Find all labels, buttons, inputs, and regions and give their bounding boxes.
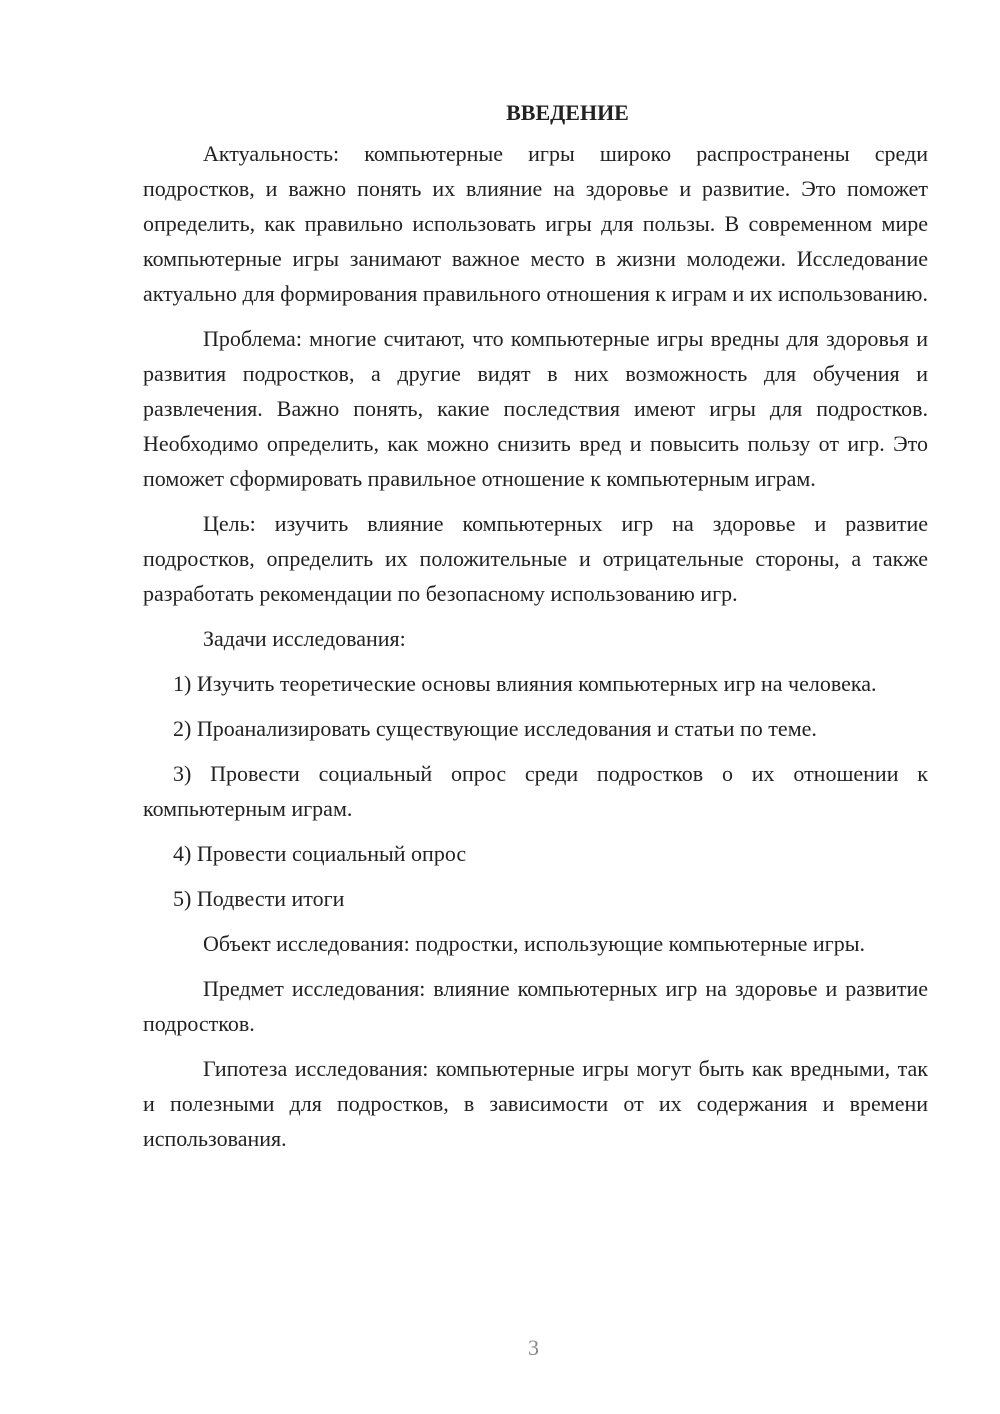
page-title: ВВЕДЕНИЕ — [506, 100, 629, 125]
paragraph: Цель: изучить влияние компьютерных игр на здоровье и развитие подростков, определить их положительные и отрицательные стороны, а также разработать рекомендации по безопасному использованию игр. — [143, 511, 928, 606]
task-item: 2) Проанализировать существующие исследования и статьи по теме. — [173, 716, 817, 741]
paragraph: Объект исследования: подростки, использующие компьютерные игры. — [203, 931, 865, 956]
paragraph: Гипотеза исследования: компьютерные игры могут быть как вредными, так и полезными для подростков, в зависимости от их содержания и времени использования. — [143, 1056, 928, 1151]
paragraph: Актуальность: компьютерные игры широко распространены среди подростков, и важно понять их влияние на здоровье и развитие. Это поможет определить, как правильно использовать игры для пользы. В современном мире компьютерные игры занимают важное место в жизни молодежи. Исследование актуально для формирования правильного отношения к играм и их использованию. — [143, 141, 928, 306]
paragraph: Задачи исследования: — [203, 626, 406, 651]
task-item: 5) Подвести итоги — [173, 886, 345, 911]
paragraph: Предмет исследования: влияние компьютерных игр на здоровье и развитие подростков. — [143, 976, 928, 1036]
task-item: 3) Провести социальный опрос среди подростков о их отношении к компьютерным играм. — [143, 761, 928, 821]
paragraph: Проблема: многие считают, что компьютерные игры вредны для здоровья и развития подростков, а другие видят в них возможность для обучения и развлечения. Важно понять, какие последствия имеют игры для подростков. Необходимо определить, как можно снизить вред и повысить пользу от игр. Это поможет сформировать правильное отношение к компьютерным играм. — [143, 326, 928, 491]
task-item: 4) Провести социальный опрос — [173, 841, 467, 866]
page-number: 3 — [528, 1335, 539, 1360]
task-item: 1) Изучить теоретические основы влияния компьютерных игр на человека. — [173, 671, 877, 696]
